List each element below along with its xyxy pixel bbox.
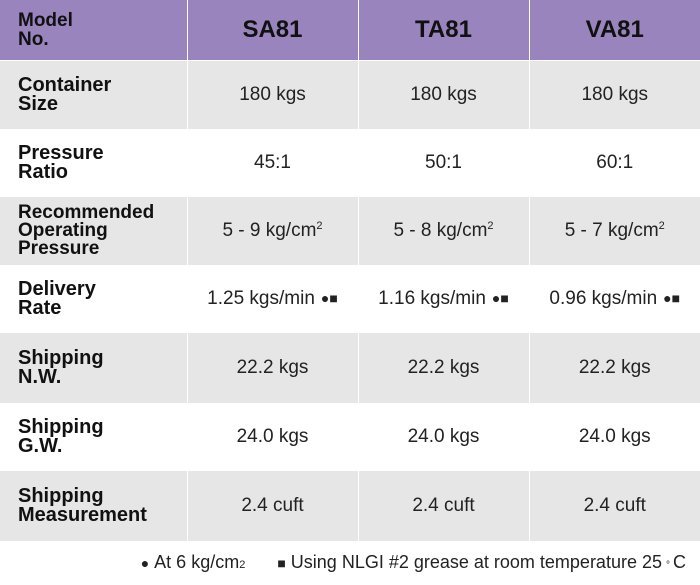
cell-value: 50:1 <box>358 129 529 197</box>
cell-value: 22.2 kgs <box>529 333 700 403</box>
cell-value: 1.16 kgs/min ●■ <box>358 265 529 333</box>
column-header-ta81: TA81 <box>358 0 529 61</box>
cell-value: 180 kgs <box>529 61 700 129</box>
cell-value: 180 kgs <box>187 61 358 129</box>
footnote-marks: ●■ <box>320 289 338 306</box>
footnote <box>0 541 700 585</box>
row-label: Shipping N.W. <box>0 333 187 403</box>
cell-value: 2.4 cuft <box>529 471 700 541</box>
cell-value: 5 - 8 $kg/cm^2$ <box>358 197 529 265</box>
cell-value: 22.2 kgs <box>187 333 358 403</box>
cell-value: 24.0 kgs <box>529 403 700 471</box>
square-bullet-icon: ■ <box>277 555 286 571</box>
row-shipping-nw <box>0 333 700 403</box>
cell-value: 2.4 cuft <box>358 471 529 541</box>
footnote-marks: ●■ <box>663 289 681 306</box>
row-label: Shipping G.W. <box>0 403 187 471</box>
footnote-grease: ■ Using NLGI #2 grease at room temperature 25 ° C <box>277 552 686 572</box>
model-no-header: Model No. <box>0 0 187 61</box>
cell-value: 1.25 kgs/min ●■ <box>187 265 358 333</box>
cell-value: 22.2 kgs <box>358 333 529 403</box>
cell-value: 0.96 kgs/min ●■ <box>529 265 700 333</box>
cell-value: 2.4 cuft <box>187 471 358 541</box>
column-header-va81: VA81 <box>529 0 700 61</box>
row-label: Pressure Ratio <box>0 129 187 197</box>
cell-value: 60:1 <box>529 129 700 197</box>
row-label: Shipping Measurement <box>0 471 187 541</box>
row-recommended-operating-pressure <box>0 197 700 265</box>
row-label: Container Size <box>0 61 187 129</box>
row-pressure-ratio <box>0 129 700 197</box>
cell-value: 24.0 kgs <box>358 403 529 471</box>
cell-value: 24.0 kgs <box>187 403 358 471</box>
cell-value: 5 - 7 $kg/cm^2$ <box>529 197 700 265</box>
degree-symbol: ° <box>666 560 670 571</box>
cell-value: 180 kgs <box>358 61 529 129</box>
cell-value: 45:1 <box>187 129 358 197</box>
column-header-sa81: SA81 <box>187 0 358 61</box>
row-shipping-measurement <box>0 471 700 541</box>
row-label: Delivery Rate <box>0 265 187 333</box>
footnote-pressure: ● At 6 kg/cm 2 <box>140 552 246 572</box>
row-container-size <box>0 61 700 129</box>
row-delivery-rate <box>0 265 700 333</box>
footnote-marks: ●■ <box>491 289 509 306</box>
row-label: Recommended Operating Pressure <box>0 197 187 265</box>
cell-value: 5 - 9 $kg/cm^2$ <box>187 197 358 265</box>
header-row <box>0 0 700 61</box>
circle-bullet-icon: ● <box>140 555 150 571</box>
row-shipping-gw <box>0 403 700 471</box>
